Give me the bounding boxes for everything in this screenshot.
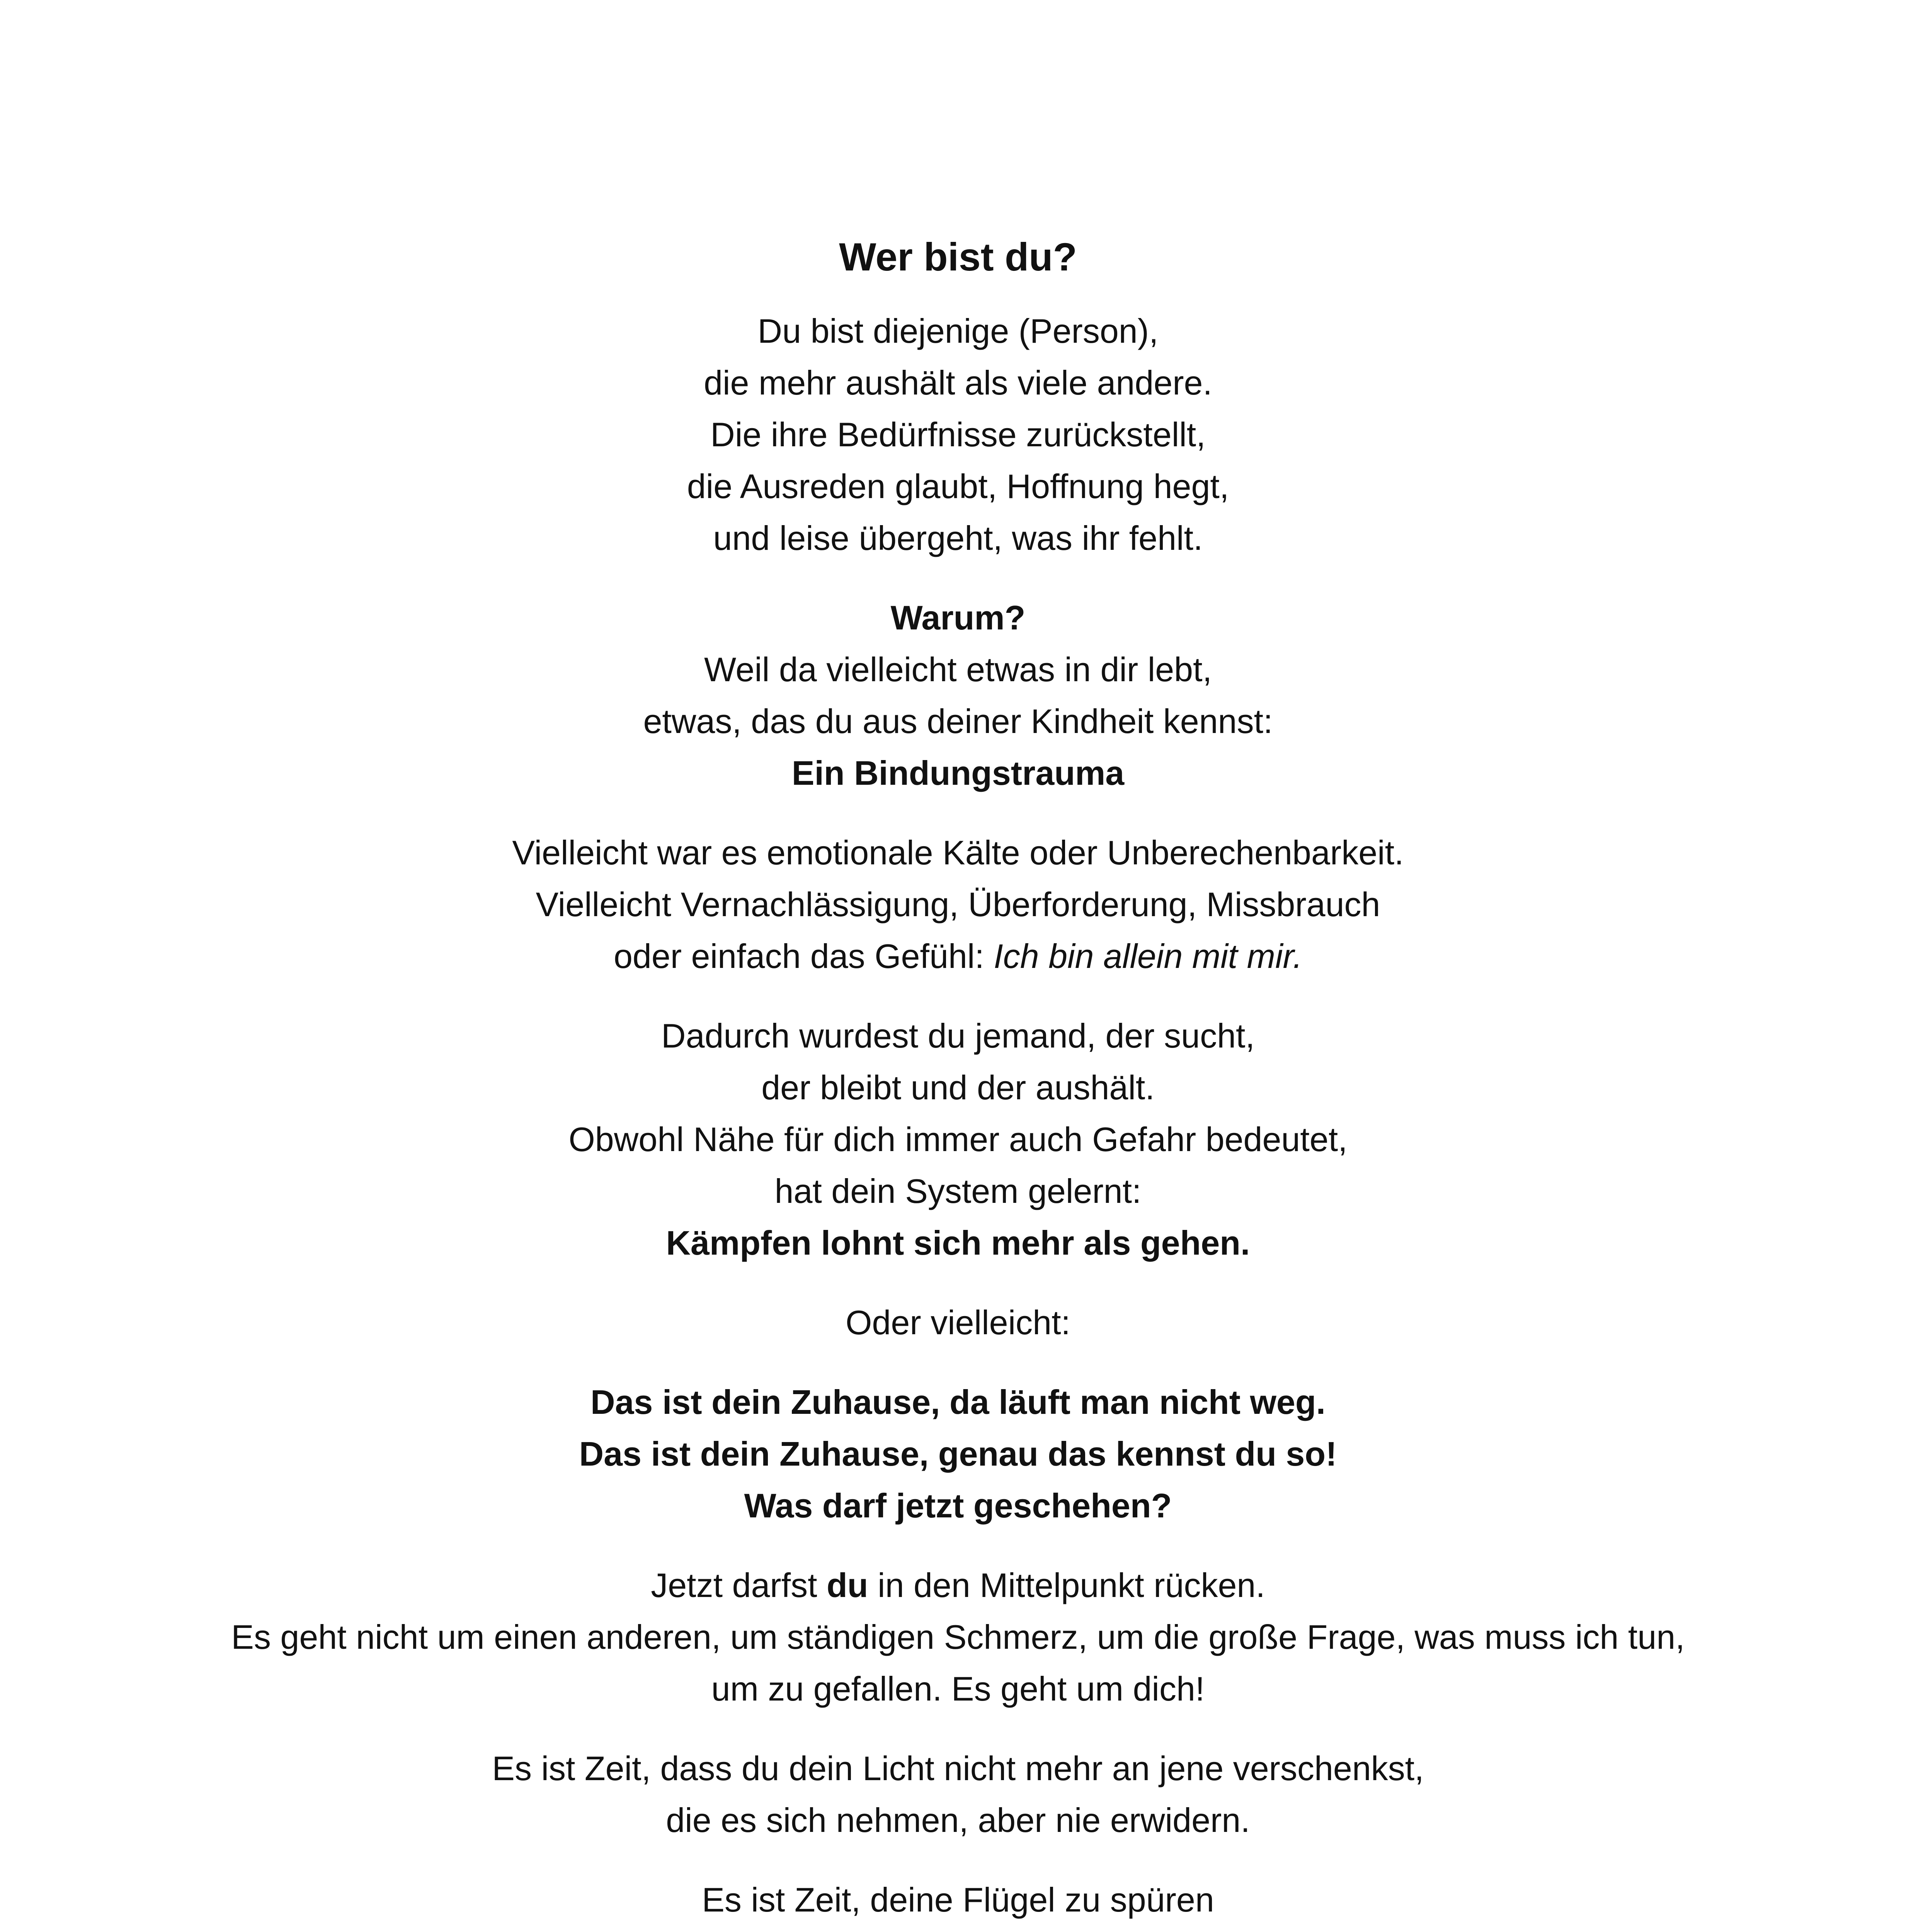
poem-line: Kämpfen lohnt sich mehr als gehen. bbox=[666, 1224, 1250, 1262]
poem-line: Dadurch wurdest du jemand, der sucht, bbox=[661, 1017, 1255, 1055]
poem-line: Die ihre Bedürfnisse zurückstellt, bbox=[710, 415, 1206, 454]
line-text: in den Mittelpunkt rücken. bbox=[868, 1566, 1265, 1604]
stanza bbox=[216, 1376, 1700, 1532]
poem-line: Du bist diejenige (Person), bbox=[757, 312, 1159, 350]
poem-body bbox=[216, 305, 1700, 1932]
poem-line: etwas, das du aus deiner Kindheit kennst: bbox=[643, 702, 1273, 740]
poem-line: Vielleicht Vernachlässigung, Überforderung, Missbrauch bbox=[536, 885, 1380, 923]
stanza bbox=[216, 827, 1700, 982]
stanza bbox=[216, 1010, 1700, 1269]
stanza bbox=[216, 1874, 1700, 1932]
poem-line bbox=[216, 1926, 1700, 1932]
poem-content bbox=[216, 232, 1700, 1932]
stanza bbox=[216, 305, 1700, 564]
poem-line bbox=[216, 1560, 1700, 1611]
poem-line: Das ist dein Zuhause, da läuft man nicht weg. bbox=[590, 1383, 1326, 1421]
poem-line: Warum? bbox=[890, 599, 1026, 637]
poem-line: Ein Bindungstrauma bbox=[791, 754, 1125, 792]
poem-line: Obwohl Nähe für dich immer auch Gefahr bedeutet, bbox=[568, 1120, 1348, 1158]
poem-line bbox=[216, 930, 1700, 982]
poem-title: Wer bist du? bbox=[839, 235, 1077, 279]
poem-line: Es ist Zeit, deine Flügel zu spüren bbox=[702, 1881, 1214, 1919]
poem-line: die es sich nehmen, aber nie erwidern. bbox=[666, 1801, 1250, 1839]
poem-line: Was darf jetzt geschehen? bbox=[744, 1486, 1172, 1525]
stanza bbox=[216, 1297, 1700, 1349]
poem-line: Es ist Zeit, dass du dein Licht nicht mehr an jene verschenkst, bbox=[492, 1749, 1424, 1787]
line-text: oder einfach das Gefühl: bbox=[613, 937, 994, 975]
stanza bbox=[216, 1743, 1700, 1846]
poem-line: Weil da vielleicht etwas in dir lebt, bbox=[704, 650, 1212, 689]
stanza bbox=[216, 1560, 1700, 1715]
poem-line: die mehr aushält als viele andere. bbox=[704, 364, 1212, 402]
poem-line: Vielleicht war es emotionale Kälte oder Unberechenbarkeit. bbox=[512, 833, 1404, 872]
line-text: Jetzt darfst bbox=[651, 1566, 827, 1604]
poem-line: der bleibt und der aushält. bbox=[761, 1068, 1155, 1107]
poem-line: Das ist dein Zuhause, genau das kennst du so! bbox=[579, 1435, 1337, 1473]
stanza bbox=[216, 592, 1700, 799]
poem-line: Es geht nicht um einen anderen, um ständigen Schmerz, um die große Frage, was muss ich tun, um zu gefallen. Es geht um dich! bbox=[231, 1618, 1685, 1708]
italic-phrase: Ich bin allein mit mir. bbox=[994, 937, 1303, 975]
poem-line: Oder vielleicht: bbox=[845, 1303, 1070, 1342]
emphasized-word: du bbox=[827, 1566, 868, 1604]
poem-line: die Ausreden glaubt, Hoffnung hegt, bbox=[687, 467, 1229, 505]
poem-line: hat dein System gelernt: bbox=[774, 1172, 1142, 1210]
poem-line: und leise übergeht, was ihr fehlt. bbox=[713, 519, 1203, 557]
